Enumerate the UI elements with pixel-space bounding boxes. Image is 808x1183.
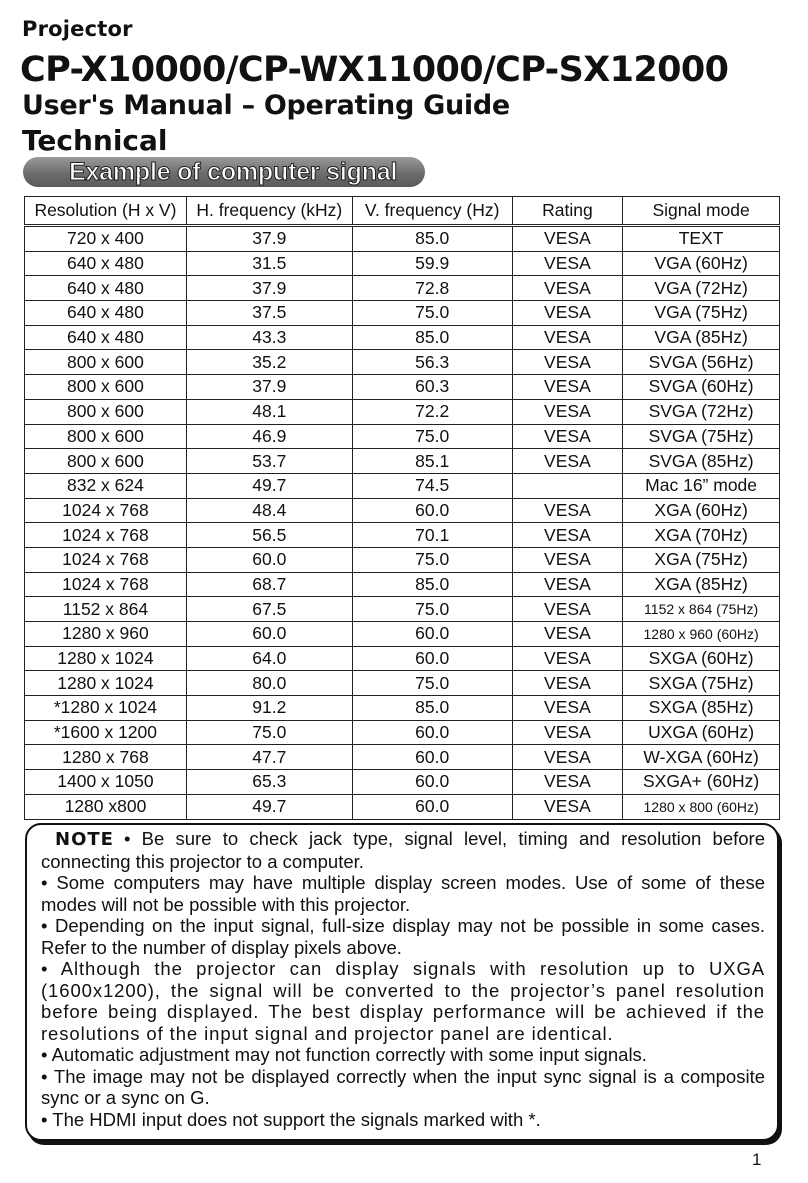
- cell-rating: VESA: [512, 325, 623, 350]
- cell-rating: VESA: [512, 251, 623, 276]
- cell-h-frequency: 46.9: [186, 424, 352, 449]
- cell-resolution: *1280 x 1024: [25, 696, 187, 721]
- table-row: [25, 251, 780, 276]
- cell-signal-mode: SVGA (85Hz): [623, 449, 780, 474]
- manual-subtitle: User's Manual – Operating Guide: [22, 90, 510, 121]
- cell-rating: VESA: [512, 745, 623, 770]
- cell-signal-mode: SVGA (56Hz): [623, 350, 780, 375]
- cell-v-frequency: 60.0: [352, 770, 512, 795]
- column-header-signal-mode: Signal mode: [623, 197, 780, 226]
- cell-resolution: *1600 x 1200: [25, 720, 187, 745]
- note-text: • The image may not be displayed correctly when the input sync signal is a composite sync or a sync on G.: [41, 1065, 765, 1108]
- cell-resolution: 1024 x 768: [25, 523, 187, 548]
- cell-resolution: 1280 x 960: [25, 622, 187, 647]
- cell-h-frequency: 75.0: [186, 720, 352, 745]
- cell-signal-mode: VGA (60Hz): [623, 251, 780, 276]
- table-row: [25, 547, 780, 572]
- cell-v-frequency: 85.0: [352, 325, 512, 350]
- model-title: CP-X10000/CP-WX11000/CP-SX12000: [20, 50, 729, 90]
- cell-v-frequency: 60.0: [352, 646, 512, 671]
- note-item: [41, 1044, 765, 1066]
- cell-h-frequency: 37.5: [186, 301, 352, 326]
- table-row: [25, 424, 780, 449]
- cell-resolution: 1152 x 864: [25, 597, 187, 622]
- computer-signal-table: [24, 196, 780, 820]
- cell-h-frequency: 31.5: [186, 251, 352, 276]
- cell-rating: VESA: [512, 622, 623, 647]
- table-row: [25, 498, 780, 523]
- section-banner: [23, 157, 425, 187]
- cell-resolution: 1280 x 1024: [25, 646, 187, 671]
- cell-h-frequency: 53.7: [186, 449, 352, 474]
- cell-signal-mode: VGA (85Hz): [623, 325, 780, 350]
- cell-resolution: 640 x 480: [25, 276, 187, 301]
- cell-v-frequency: 60.0: [352, 794, 512, 819]
- column-header-h-frequency: H. frequency (kHz): [186, 197, 352, 226]
- cell-resolution: 1400 x 1050: [25, 770, 187, 795]
- cell-resolution: 800 x 600: [25, 424, 187, 449]
- cell-resolution: 1024 x 768: [25, 547, 187, 572]
- cell-v-frequency: 75.0: [352, 301, 512, 326]
- cell-resolution: 1024 x 768: [25, 572, 187, 597]
- cell-v-frequency: 72.2: [352, 399, 512, 424]
- cell-rating: VESA: [512, 671, 623, 696]
- table-row: [25, 350, 780, 375]
- cell-rating: VESA: [512, 350, 623, 375]
- table-row: [25, 523, 780, 548]
- cell-h-frequency: 91.2: [186, 696, 352, 721]
- cell-signal-mode: TEXT: [623, 226, 780, 252]
- cell-h-frequency: 37.9: [186, 276, 352, 301]
- cell-h-frequency: 49.7: [186, 794, 352, 819]
- cell-v-frequency: 60.3: [352, 375, 512, 400]
- cell-v-frequency: 85.0: [352, 572, 512, 597]
- section-title: Technical: [22, 124, 168, 157]
- cell-v-frequency: 75.0: [352, 547, 512, 572]
- cell-resolution: 1280 x800: [25, 794, 187, 819]
- cell-signal-mode: XGA (85Hz): [623, 572, 780, 597]
- note-label: NOTE: [55, 829, 114, 850]
- cell-v-frequency: 74.5: [352, 473, 512, 498]
- cell-v-frequency: 60.0: [352, 720, 512, 745]
- banner-label: Example of computer signal: [69, 158, 398, 186]
- cell-signal-mode: VGA (75Hz): [623, 301, 780, 326]
- cell-h-frequency: 48.4: [186, 498, 352, 523]
- cell-v-frequency: 70.1: [352, 523, 512, 548]
- cell-signal-mode: 1280 x 800 (60Hz): [623, 794, 780, 819]
- note-content: [41, 828, 765, 1130]
- cell-v-frequency: 56.3: [352, 350, 512, 375]
- page-number: 1: [752, 1150, 762, 1169]
- cell-resolution: 800 x 600: [25, 449, 187, 474]
- note-item: [41, 872, 765, 915]
- table-row: [25, 671, 780, 696]
- cell-resolution: 1280 x 1024: [25, 671, 187, 696]
- note-box: [25, 823, 779, 1141]
- cell-signal-mode: W-XGA (60Hz): [623, 745, 780, 770]
- cell-signal-mode: SVGA (60Hz): [623, 375, 780, 400]
- cell-resolution: 800 x 600: [25, 350, 187, 375]
- note-text: • Depending on the input signal, full-size display may not be possible in some cases. Refer to the number of display pixels above.: [41, 915, 765, 958]
- cell-h-frequency: 56.5: [186, 523, 352, 548]
- cell-rating: VESA: [512, 424, 623, 449]
- cell-resolution: 832 x 624: [25, 473, 187, 498]
- cell-resolution: 1024 x 768: [25, 498, 187, 523]
- table-row: [25, 325, 780, 350]
- cell-h-frequency: 67.5: [186, 597, 352, 622]
- cell-v-frequency: 75.0: [352, 597, 512, 622]
- cell-h-frequency: 65.3: [186, 770, 352, 795]
- cell-v-frequency: 85.1: [352, 449, 512, 474]
- table-row: [25, 572, 780, 597]
- cell-v-frequency: 60.0: [352, 745, 512, 770]
- table-row: [25, 473, 780, 498]
- cell-v-frequency: 60.0: [352, 622, 512, 647]
- table-row: [25, 745, 780, 770]
- table-row: [25, 646, 780, 671]
- note-item: [41, 958, 765, 1044]
- cell-rating: VESA: [512, 696, 623, 721]
- cell-signal-mode: SVGA (72Hz): [623, 399, 780, 424]
- cell-h-frequency: 37.9: [186, 226, 352, 252]
- cell-resolution: 640 x 480: [25, 251, 187, 276]
- note-item: [41, 1066, 765, 1109]
- cell-rating: VESA: [512, 523, 623, 548]
- cell-v-frequency: 75.0: [352, 424, 512, 449]
- table-row: [25, 226, 780, 252]
- cell-h-frequency: 60.0: [186, 547, 352, 572]
- table-row: [25, 720, 780, 745]
- note-item: [41, 828, 765, 872]
- cell-rating: VESA: [512, 375, 623, 400]
- note-text: • Although the projector can display signals with resolution up to UXGA (1600x1200), the signal will be converted to the projector’s panel resolution before being displayed. The best display performance will be achieved if the resolutions of the input signal and projector panel are identical.: [41, 958, 765, 1044]
- cell-signal-mode: VGA (72Hz): [623, 276, 780, 301]
- cell-h-frequency: 43.3: [186, 325, 352, 350]
- cell-signal-mode: SXGA (85Hz): [623, 696, 780, 721]
- table-row: [25, 622, 780, 647]
- table-row: [25, 770, 780, 795]
- cell-resolution: 720 x 400: [25, 226, 187, 252]
- cell-h-frequency: 35.2: [186, 350, 352, 375]
- cell-resolution: 800 x 600: [25, 399, 187, 424]
- cell-v-frequency: 85.0: [352, 696, 512, 721]
- cell-rating: VESA: [512, 498, 623, 523]
- table-row: [25, 597, 780, 622]
- cell-rating: VESA: [512, 301, 623, 326]
- cell-h-frequency: 68.7: [186, 572, 352, 597]
- table-row: [25, 794, 780, 819]
- cell-h-frequency: 80.0: [186, 671, 352, 696]
- cell-rating: [512, 473, 623, 498]
- column-header-rating: Rating: [512, 197, 623, 226]
- table-row: [25, 375, 780, 400]
- cell-rating: VESA: [512, 547, 623, 572]
- table-header-row: [25, 197, 780, 226]
- cell-rating: VESA: [512, 226, 623, 252]
- note-text: • The HDMI input does not support the signals marked with *.: [41, 1108, 541, 1130]
- cell-rating: VESA: [512, 572, 623, 597]
- table-row: [25, 301, 780, 326]
- cell-signal-mode: SXGA (75Hz): [623, 671, 780, 696]
- cell-v-frequency: 85.0: [352, 226, 512, 252]
- table-row: [25, 449, 780, 474]
- cell-signal-mode: XGA (75Hz): [623, 547, 780, 572]
- column-header-v-frequency: V. frequency (Hz): [352, 197, 512, 226]
- note-item: [41, 915, 765, 958]
- note-text: • Be sure to check jack type, signal level, timing and resolution before connecting this projector to a computer.: [41, 828, 765, 872]
- cell-v-frequency: 75.0: [352, 671, 512, 696]
- cell-signal-mode: XGA (70Hz): [623, 523, 780, 548]
- cell-rating: VESA: [512, 597, 623, 622]
- cell-h-frequency: 47.7: [186, 745, 352, 770]
- cell-v-frequency: 60.0: [352, 498, 512, 523]
- cell-v-frequency: 59.9: [352, 251, 512, 276]
- note-item: [41, 1109, 765, 1131]
- cell-signal-mode: UXGA (60Hz): [623, 720, 780, 745]
- cell-signal-mode: Mac 16” mode: [623, 473, 780, 498]
- cell-rating: VESA: [512, 646, 623, 671]
- cell-resolution: 640 x 480: [25, 301, 187, 326]
- cell-h-frequency: 60.0: [186, 622, 352, 647]
- cell-h-frequency: 64.0: [186, 646, 352, 671]
- cell-rating: VESA: [512, 449, 623, 474]
- cell-signal-mode: SVGA (75Hz): [623, 424, 780, 449]
- table-body: [25, 226, 780, 820]
- cell-rating: VESA: [512, 399, 623, 424]
- cell-signal-mode: 1280 x 960 (60Hz): [623, 622, 780, 647]
- cell-rating: VESA: [512, 794, 623, 819]
- cell-signal-mode: SXGA (60Hz): [623, 646, 780, 671]
- cell-h-frequency: 48.1: [186, 399, 352, 424]
- cell-signal-mode: SXGA+ (60Hz): [623, 770, 780, 795]
- cell-rating: VESA: [512, 770, 623, 795]
- table-row: [25, 696, 780, 721]
- cell-h-frequency: 49.7: [186, 473, 352, 498]
- cell-signal-mode: 1152 x 864 (75Hz): [623, 597, 780, 622]
- table-row: [25, 276, 780, 301]
- cell-resolution: 1280 x 768: [25, 745, 187, 770]
- note-text: • Some computers may have multiple display screen modes. Use of some of these modes will not be possible with this projector.: [41, 872, 765, 915]
- cell-resolution: 800 x 600: [25, 375, 187, 400]
- note-text: • Automatic adjustment may not function correctly with some input signals.: [41, 1044, 647, 1065]
- cell-signal-mode: XGA (60Hz): [623, 498, 780, 523]
- cell-resolution: 640 x 480: [25, 325, 187, 350]
- cell-v-frequency: 72.8: [352, 276, 512, 301]
- cell-rating: VESA: [512, 276, 623, 301]
- cell-rating: VESA: [512, 720, 623, 745]
- cell-h-frequency: 37.9: [186, 375, 352, 400]
- table-row: [25, 399, 780, 424]
- column-header-resolution: Resolution (H x V): [25, 197, 187, 226]
- document-category: Projector: [22, 17, 133, 41]
